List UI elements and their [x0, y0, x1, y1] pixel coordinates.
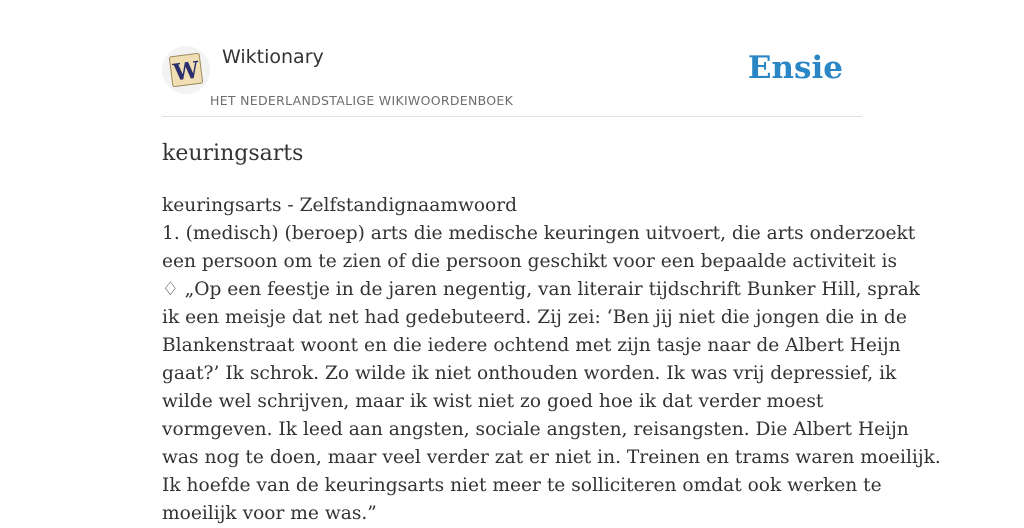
definition-line: 1. (medisch) (beroep) arts die medische keuringen uitvoert, die arts onderzoekt: [162, 223, 916, 244]
example-quote-line: vormgeven. Ik leed aan angsten, sociale angsten, reisangsten. Die Albert Heijn: [162, 419, 909, 440]
example-quote-line: moeilijk voor me was.”: [162, 503, 377, 524]
word-type-line: keuringsarts - Zelfstandignaamwoord: [162, 195, 518, 216]
example-quote-line: Ik hoefde van de keuringsarts niet meer te solliciteren omdat ook werken te: [162, 475, 882, 496]
site-name[interactable]: Wiktionary: [222, 46, 324, 68]
example-quote-line: was nog te doen, maar veel verder zat er niet in. Treinen en trams waren moeilijk.: [162, 447, 941, 468]
example-quote-line: Blankenstraat woont en die iedere ochtend met zijn tasje naar de Albert Heijn: [162, 335, 901, 356]
site-tagline: HET NEDERLANDSTALIGE WIKIWOORDENBOEK: [210, 93, 514, 108]
example-quote-line: wilde wel schrijven, maar ik wist niet zo goed hoe ik dat verder moest: [162, 391, 824, 412]
page-title: keuringsarts: [162, 141, 304, 166]
definition-body: [162, 192, 941, 528]
logo-letter: W: [171, 56, 201, 87]
example-quote-line: ik een meisje dat net had gedebuteerd. Zij zei: ‘Ben jij niet die jongen die in de: [162, 307, 907, 328]
wiktionary-logo-icon[interactable]: [162, 46, 210, 94]
definition-line: een persoon om te zien of die persoon geschikt voor een bepaalde activiteit is: [162, 251, 898, 272]
site-header: [162, 0, 862, 117]
brand-logo[interactable]: Ensie: [747, 50, 843, 86]
example-quote-line: gaat?’ Ik schrok. Zo wilde ik niet onthouden worden. Ik was vrij depressief, ik: [162, 363, 897, 384]
example-quote-line: ♢ „Op een feestje in de jaren negentig, van literair tijdschrift Bunker Hill, sprak: [162, 279, 920, 300]
